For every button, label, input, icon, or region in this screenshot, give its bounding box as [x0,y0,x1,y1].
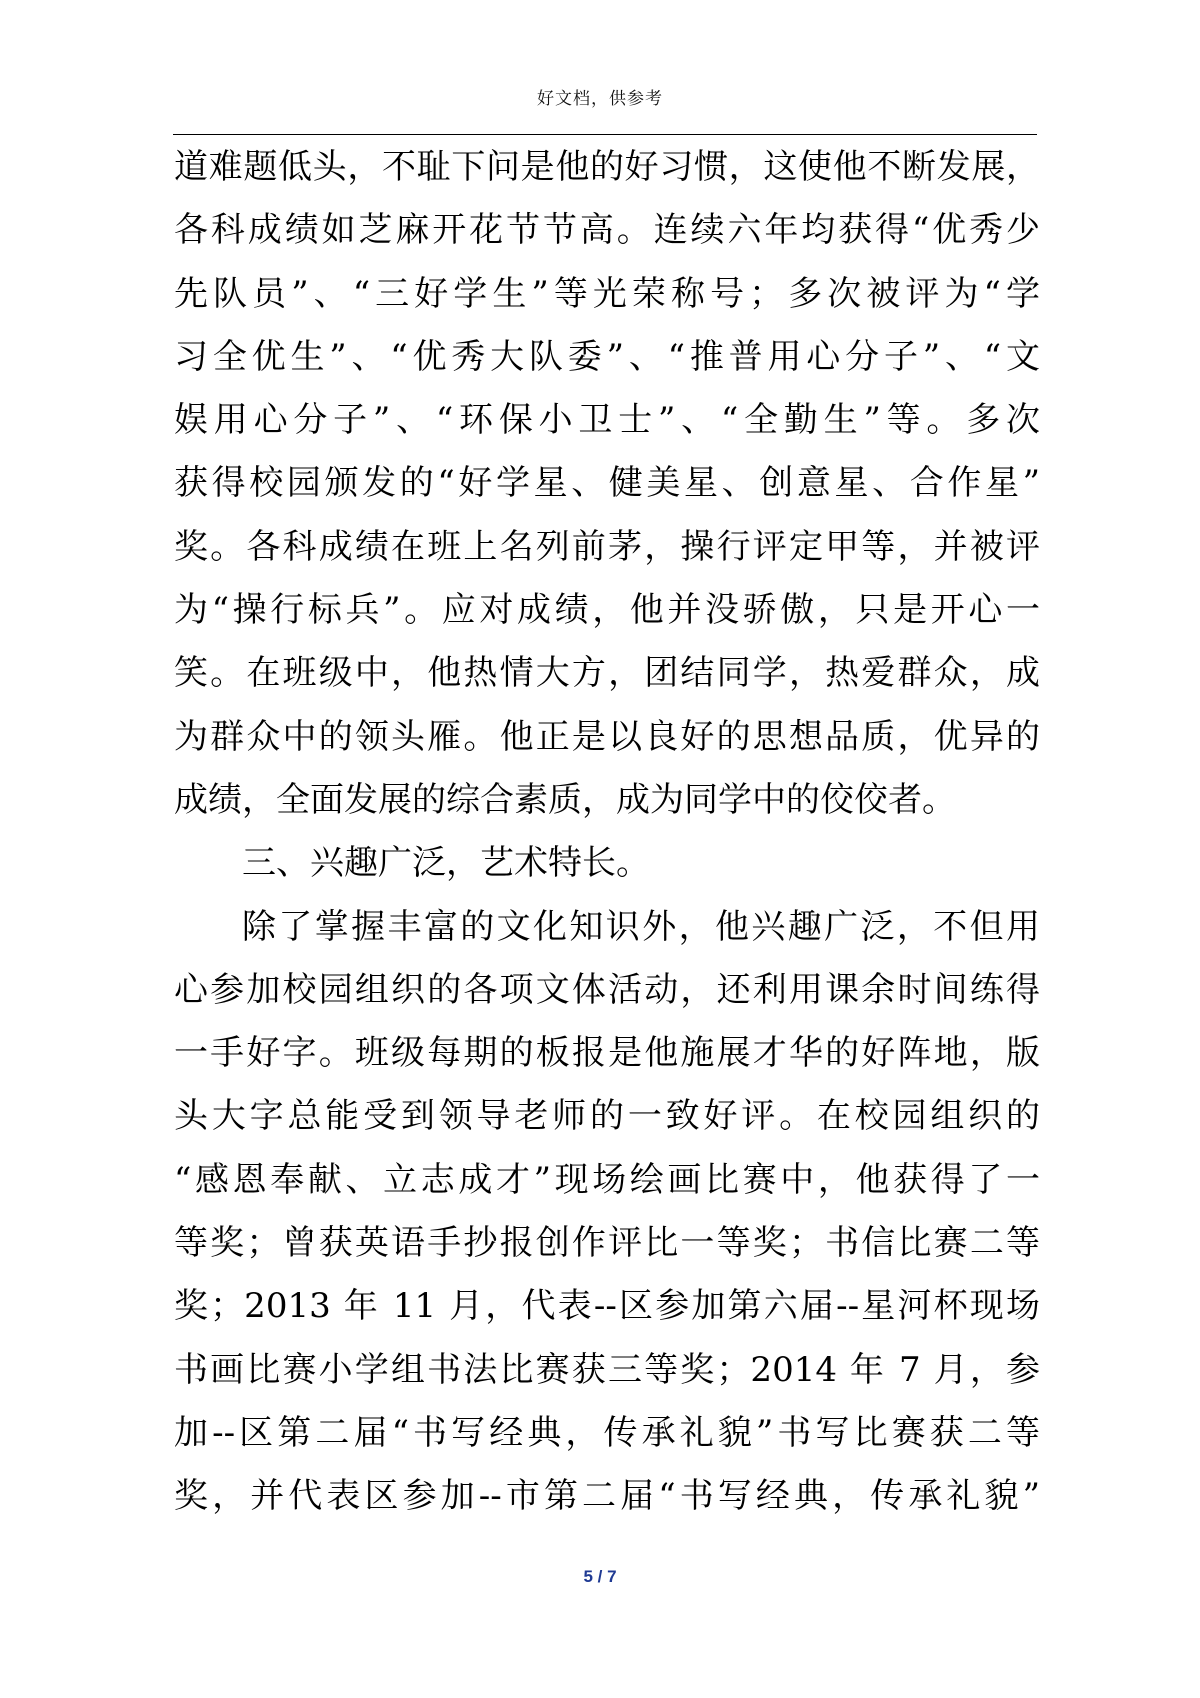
text-line: 各科成绩如芝麻开花节节高。连续六年均获得“优秀少 [174,210,1040,251]
text-line: 心参加校园组织的各项文体活动，还利用课余时间练得 [174,969,1040,1010]
text-line: 奖，并代表区参加--市第二届“书写经典，传承礼貌” [174,1476,1040,1517]
text-line: 等奖；曾获英语手抄报创作评比一等奖；书信比赛二等 [174,1223,1040,1264]
text-line: 笑。在班级中，他热情大方，团结同学，热爱群众，成 [174,653,1040,694]
text-line: 奖；2013 年 11 月，代表--区参加第六届--星河杯现场 [174,1286,1040,1327]
text-line: 成绩，全面发展的综合素质，成为同学中的佼佼者。 [174,779,956,820]
text-line: 获得校园颁发的“好学星、健美星、创意星、合作星” [174,463,1040,504]
text-line: 道难题低头，不耻下问是他的好习惯，这使他不断发展， [174,147,1040,187]
document-body [174,136,1040,1529]
text-line: 除了掌握丰富的文化知识外，他兴趣广泛，不但用 [242,906,1040,947]
text-line: 一手好字。班级每期的板报是他施展才华的好阵地，版 [174,1033,1040,1074]
section-heading: 三、兴趣广泛，艺术特长。 [242,843,650,884]
text-line: 奖。各科成绩在班上名列前茅，操行评定甲等，并被评 [174,526,1040,567]
text-line: 书画比赛小学组书法比赛获三等奖；2014 年 7 月，参 [174,1349,1040,1390]
text-line: 头大字总能受到领导老师的一致好评。在校园组织的 [174,1096,1040,1137]
text-line: 加--区第二届“书写经典，传承礼貌”书写比赛获二等 [174,1412,1040,1453]
text-line: “感恩奉献、立志成才”现场绘画比赛中，他获得了一 [174,1159,1040,1200]
text-line: 为群众中的领头雁。他正是以良好的思想品质，优异的 [174,716,1040,757]
text-line: 习全优生”、“优秀大队委”、“推普用心分子”、“文 [174,336,1040,377]
text-line: 为“操行标兵”。应对成绩，他并没骄傲，只是开心一 [174,590,1040,631]
page-header: 好文档，供参考 [537,89,663,109]
header-divider [173,134,1037,135]
text-line: 娱用心分子”、“环保小卫士”、“全勤生”等。多次 [174,400,1040,441]
text-line: 先队员”、“三好学生”等光荣称号；多次被评为“学 [174,273,1040,314]
page-number: 5 / 7 [583,1567,617,1586]
